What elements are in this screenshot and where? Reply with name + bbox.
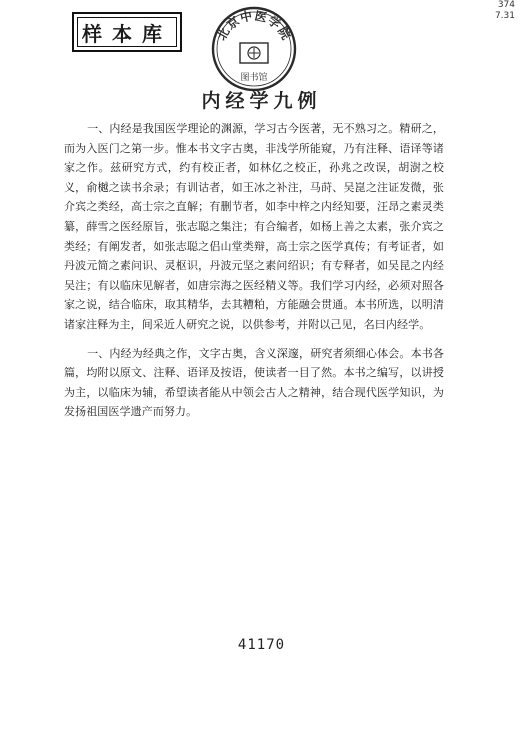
catalogue-note	[495, 0, 515, 22]
sample-library-stamp-text: 样本库	[77, 17, 177, 47]
catalogue-note-line-1: 374	[497, 0, 515, 10]
page-title: 内经学九例	[201, 90, 322, 112]
seal-bottom-text: 图书馆	[240, 73, 268, 83]
sample-library-stamp	[72, 12, 182, 52]
library-seal	[210, 5, 298, 93]
page-folio-number: 41170	[237, 637, 286, 653]
paragraph-1: 一、内经是我国医学理论的渊源，学习古今医著，无不熟习之。精研之，而为入医门之第一步。惟本书文字古奥，非浅学所能窥，乃有注释、语译等诸家之作。兹研究方式，约有校正者，如林亿之校正，孙兆之改误，胡澍之校义，俞樾之读书余录；有训诂者，如王冰之补注，马莳、吴崑之注证发微，张介宾之类经，高士宗之直解；有删节者，如李中梓之内经知要，汪昂之素灵类纂，薛雪之医经原旨，张志聪之集注；有合编者，如杨上善之太素，张介宾之类经；有阐发者，如张志聪之侣山堂类辩，高士宗之医学真传；有考证者，如丹波元简之素问识、灵枢识，丹波元坚之素问绍识；有专释者，如吴昆之内经吴注；有以临床见解者，如唐宗海之医经精义等。我们学习内经，必须对照各家之说，结合临床，取其精华，去其糟粕，方能融会贯通。本书所选，以明清诸家注释为主，间采近人研究之说，以供参考，并附以己见，名曰内经学。	[64, 122, 444, 331]
body-text	[64, 119, 444, 422]
paragraph-2: 一、内经为经典之作，文字古奥，含义深邃，研究者须细心体会。本书各篇，均附以原文、注释、语译及按语，使读者一目了然。本书之编写，以讲授为主，以临床为辅，希望读者能从中领会古人之精神，结合现代医学知识，为发扬祖国医学遗产而努力。	[64, 346, 444, 419]
catalogue-note-line-2: 7.31	[494, 11, 515, 21]
seal-top-text: 北京中医学院	[214, 8, 294, 43]
